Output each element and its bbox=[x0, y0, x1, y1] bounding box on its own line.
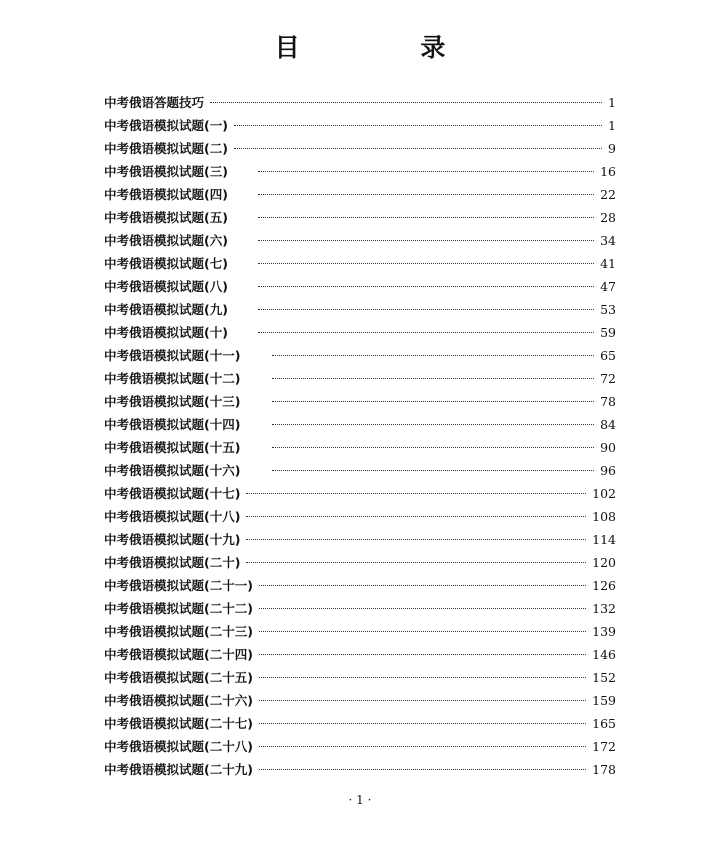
toc-entry[interactable] bbox=[104, 643, 616, 666]
dot-leader bbox=[259, 654, 586, 655]
toc-entry[interactable] bbox=[104, 666, 616, 689]
toc-entry-page: 1 bbox=[608, 95, 616, 110]
toc-entry-page: 178 bbox=[592, 762, 616, 777]
toc-entry-page: 132 bbox=[592, 601, 616, 616]
toc-entry[interactable] bbox=[104, 459, 616, 482]
toc-entry[interactable] bbox=[104, 183, 616, 206]
toc-entry-title: 中考俄语模拟试题(十五) bbox=[104, 440, 241, 455]
toc-entry[interactable] bbox=[104, 735, 616, 758]
toc-entry-page: 120 bbox=[592, 555, 616, 570]
dot-leader bbox=[246, 562, 586, 563]
toc-entry-page: 84 bbox=[600, 417, 616, 432]
toc-entry[interactable] bbox=[104, 758, 616, 781]
toc-entry-title: 中考俄语模拟试题(二十七) bbox=[104, 716, 253, 731]
toc-entry[interactable] bbox=[104, 252, 616, 275]
dot-leader bbox=[210, 102, 602, 103]
toc-entry-title: 中考俄语模拟试题(二十九) bbox=[104, 762, 253, 777]
dot-leader bbox=[258, 309, 594, 310]
toc-entry-page: 114 bbox=[592, 532, 616, 547]
toc-entry-title: 中考俄语模拟试题(十) bbox=[104, 325, 228, 340]
toc-entry[interactable] bbox=[104, 528, 616, 551]
toc-entry-title: 中考俄语答题技巧 bbox=[104, 95, 205, 110]
toc-entry-title: 中考俄语模拟试题(七) bbox=[104, 256, 228, 271]
toc-entry[interactable] bbox=[104, 620, 616, 643]
toc-entry-page: 172 bbox=[592, 739, 616, 754]
toc-entry-title: 中考俄语模拟试题(八) bbox=[104, 279, 228, 294]
toc-entry[interactable] bbox=[104, 413, 616, 436]
toc-entry-page: 41 bbox=[600, 256, 616, 271]
toc-entry[interactable] bbox=[104, 206, 616, 229]
dot-leader bbox=[246, 539, 586, 540]
toc-entry-title: 中考俄语模拟试题(二十三) bbox=[104, 624, 253, 639]
toc-entry-title: 中考俄语模拟试题(十九) bbox=[104, 532, 241, 547]
toc-entry[interactable] bbox=[104, 114, 616, 137]
toc-entry-page: 96 bbox=[600, 463, 616, 478]
toc-entry-page: 9 bbox=[608, 141, 616, 156]
dot-leader bbox=[272, 447, 594, 448]
dot-leader bbox=[258, 240, 594, 241]
toc-entry-title: 中考俄语模拟试题(二十六) bbox=[104, 693, 253, 708]
toc-entry-page: 159 bbox=[592, 693, 616, 708]
dot-leader bbox=[258, 171, 594, 172]
toc-entry-title: 中考俄语模拟试题(二十四) bbox=[104, 647, 253, 662]
toc-entry[interactable] bbox=[104, 689, 616, 712]
toc-entry-title: 中考俄语模拟试题(四) bbox=[104, 187, 228, 202]
dot-leader bbox=[259, 631, 586, 632]
toc-entry-title: 中考俄语模拟试题(十四) bbox=[104, 417, 241, 432]
table-of-contents bbox=[104, 91, 616, 781]
toc-entry-page: 152 bbox=[592, 670, 616, 685]
toc-entry-title: 中考俄语模拟试题(十七) bbox=[104, 486, 241, 501]
dot-leader bbox=[259, 700, 586, 701]
toc-entry[interactable] bbox=[104, 574, 616, 597]
toc-entry-title: 中考俄语模拟试题(二十二) bbox=[104, 601, 253, 616]
toc-entry[interactable] bbox=[104, 160, 616, 183]
toc-entry[interactable] bbox=[104, 344, 616, 367]
toc-entry[interactable] bbox=[104, 390, 616, 413]
page-number-footer: · 1 · bbox=[348, 793, 372, 807]
toc-entry[interactable] bbox=[104, 367, 616, 390]
toc-entry-title: 中考俄语模拟试题(十八) bbox=[104, 509, 241, 524]
toc-entry[interactable] bbox=[104, 551, 616, 574]
dot-leader bbox=[246, 516, 586, 517]
toc-entry-page: 65 bbox=[600, 348, 616, 363]
dot-leader bbox=[234, 148, 602, 149]
toc-entry-title: 中考俄语模拟试题(二十) bbox=[104, 555, 241, 570]
toc-entry-title: 中考俄语模拟试题(十一) bbox=[104, 348, 241, 363]
toc-entry-title: 中考俄语模拟试题(二十五) bbox=[104, 670, 253, 685]
dot-leader bbox=[258, 194, 594, 195]
toc-entry-page: 53 bbox=[600, 302, 616, 317]
toc-entry[interactable] bbox=[104, 712, 616, 735]
toc-entry[interactable] bbox=[104, 275, 616, 298]
dot-leader bbox=[272, 401, 594, 402]
toc-entry-title: 中考俄语模拟试题(三) bbox=[104, 164, 228, 179]
toc-entry-page: 139 bbox=[592, 624, 616, 639]
toc-entry-page: 108 bbox=[592, 509, 616, 524]
dot-leader bbox=[258, 217, 594, 218]
dot-leader bbox=[259, 769, 586, 770]
dot-leader bbox=[259, 677, 586, 678]
toc-entry[interactable] bbox=[104, 505, 616, 528]
toc-entry-page: 102 bbox=[592, 486, 616, 501]
toc-entry-page: 72 bbox=[600, 371, 616, 386]
dot-leader bbox=[272, 424, 594, 425]
page-title: 目 录 bbox=[274, 33, 502, 62]
toc-entry-title: 中考俄语模拟试题(九) bbox=[104, 302, 228, 317]
dot-leader bbox=[258, 332, 594, 333]
toc-entry[interactable] bbox=[104, 137, 616, 160]
toc-entry-page: 47 bbox=[600, 279, 616, 294]
dot-leader bbox=[272, 378, 594, 379]
toc-entry-page: 146 bbox=[592, 647, 616, 662]
dot-leader bbox=[259, 746, 586, 747]
toc-entry[interactable] bbox=[104, 597, 616, 620]
toc-entry-page: 28 bbox=[600, 210, 616, 225]
toc-entry-page: 22 bbox=[600, 187, 616, 202]
toc-entry-title: 中考俄语模拟试题(一) bbox=[104, 118, 228, 133]
toc-entry-title: 中考俄语模拟试题(二十一) bbox=[104, 578, 253, 593]
dot-leader bbox=[246, 493, 586, 494]
dot-leader bbox=[258, 263, 594, 264]
toc-entry-title: 中考俄语模拟试题(五) bbox=[104, 210, 228, 225]
toc-entry-page: 78 bbox=[600, 394, 616, 409]
toc-entry-title: 中考俄语模拟试题(十六) bbox=[104, 463, 241, 478]
toc-entry[interactable] bbox=[104, 321, 616, 344]
toc-entry-title: 中考俄语模拟试题(二十八) bbox=[104, 739, 253, 754]
toc-entry-page: 34 bbox=[600, 233, 616, 248]
dot-leader bbox=[259, 723, 586, 724]
toc-entry-title: 中考俄语模拟试题(十三) bbox=[104, 394, 241, 409]
toc-entry[interactable] bbox=[104, 436, 616, 459]
toc-entry-title: 中考俄语模拟试题(十二) bbox=[104, 371, 241, 386]
dot-leader bbox=[272, 470, 594, 471]
toc-entry-page: 16 bbox=[600, 164, 616, 179]
toc-entry-page: 90 bbox=[600, 440, 616, 455]
toc-entry-page: 59 bbox=[600, 325, 616, 340]
toc-entry[interactable] bbox=[104, 229, 616, 252]
toc-entry[interactable] bbox=[104, 91, 616, 114]
toc-entry-page: 1 bbox=[608, 118, 616, 133]
dot-leader bbox=[258, 286, 594, 287]
toc-entry[interactable] bbox=[104, 298, 616, 321]
dot-leader bbox=[234, 125, 602, 126]
toc-entry-title: 中考俄语模拟试题(二) bbox=[104, 141, 228, 156]
dot-leader bbox=[259, 608, 586, 609]
toc-entry-title: 中考俄语模拟试题(六) bbox=[104, 233, 228, 248]
toc-entry[interactable] bbox=[104, 482, 616, 505]
toc-entry-page: 165 bbox=[592, 716, 616, 731]
dot-leader bbox=[259, 585, 586, 586]
dot-leader bbox=[272, 355, 594, 356]
toc-entry-page: 126 bbox=[592, 578, 616, 593]
